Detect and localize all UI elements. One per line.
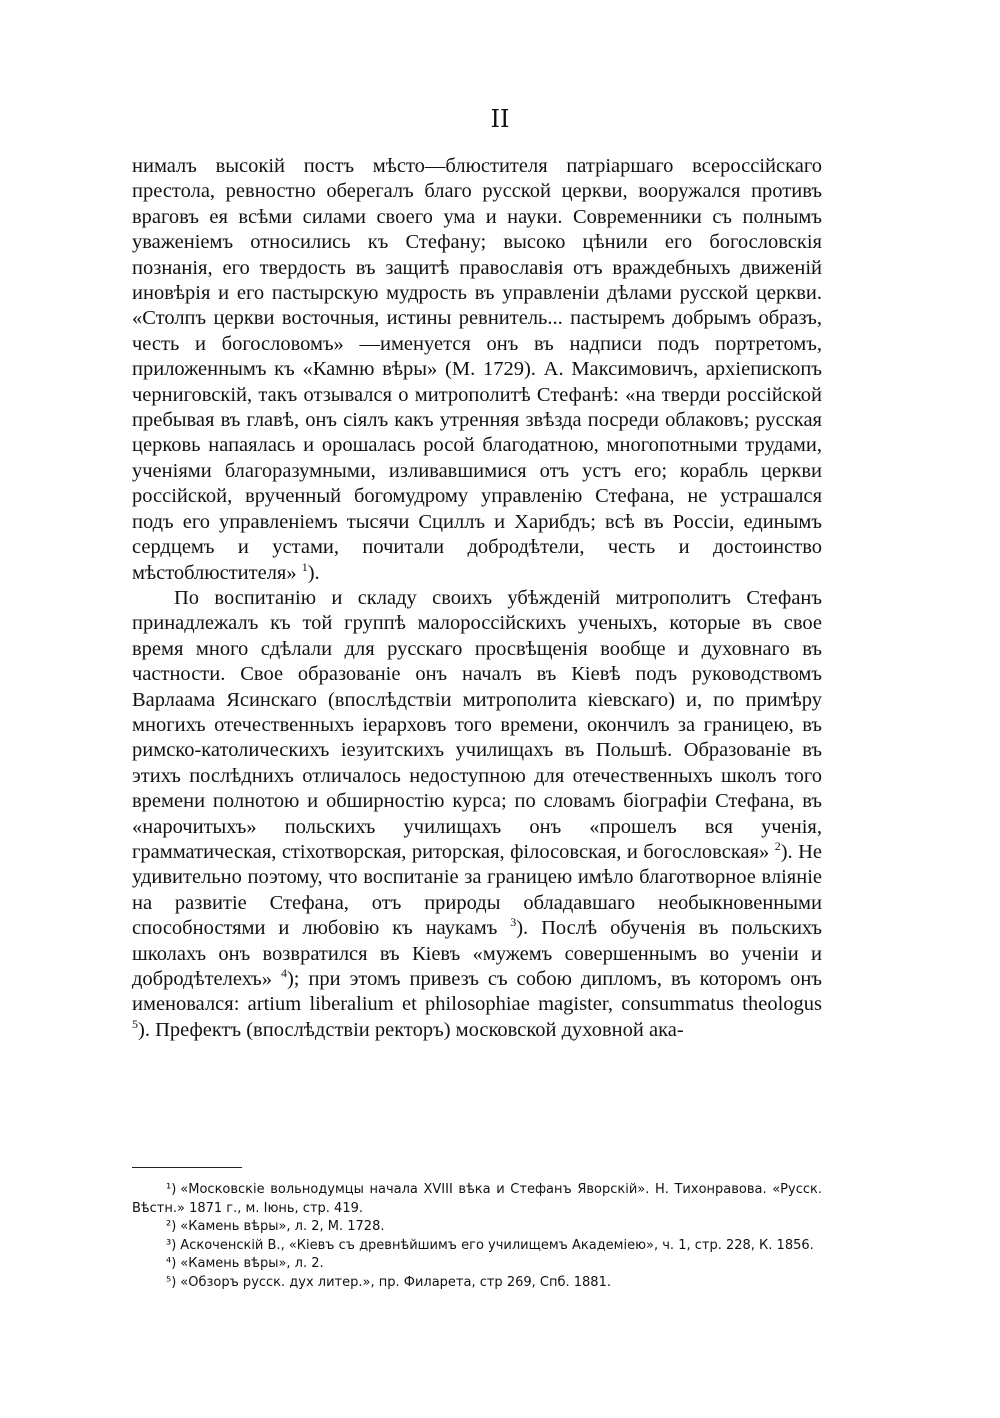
footnote-ref-3: 3 <box>510 915 517 930</box>
footnote-ref-2: 2 <box>774 839 781 854</box>
footnote-divider <box>132 1167 242 1168</box>
footnote-text: Аскоченскій В., «Кіевъ съ древнѣйшимъ его училищемъ Академіею», ч. 1, стр. 228, К. 1856. <box>180 1237 814 1253</box>
paragraph-2-part-3: ). Послѣ обученія въ польскихъ школахъ онъ возвратился въ Кіевъ «мужемъ совершеннымъ во ученіи и добродѣтелехъ» <box>132 917 823 990</box>
footnote-mark: ¹) <box>166 1182 177 1197</box>
paragraph-2-part-4: ); при этомъ привезъ съ собою дипломъ, въ которомъ онъ именовался: artium liberalium et philosophiae magister, consummatus theologus <box>132 968 822 1016</box>
footnote-1 <box>132 1181 822 1218</box>
footnote-3 <box>132 1237 822 1256</box>
paragraph-2-part-1: По воспитанію и складу своихъ убѣжденій митрополитъ Стефанъ принадлежалъ къ той группѣ малороссійскихъ ученыхъ, которые въ свое время много сдѣлали для русскаго просвѣщенія вообще и духовнаго въ частности. Свое образованіе онъ началъ въ Кіевѣ подъ руководствомъ Варлаама Ясинскаго (впослѣдствіи митрополита кіевскаго) и, по примѣру многихъ отечественныхъ іерарховъ того времени, окончилъ за границею, въ римско-католическихъ іезуитскихъ училищахъ въ Польшѣ. Образованіе въ этихъ послѣднихъ отличалось недоступною для отечественныхъ школъ того времени полнотою и обширностію курса; по словамъ біографіи Стефана, въ «нарочитыхъ» польскихъ училищахъ онъ «прошелъ вся ученія, грамматическая, стіхотворская, риторская, філосовская, и богословская» <box>132 586 822 863</box>
paragraph-2-part-2: ). Не удивительно поэтому, что воспитаніе за границею имѣло благотворное вліяніе на развитіе Стефана, отъ природы обладавшаго необыкновенными способностями и любовію къ наукамъ <box>132 840 823 940</box>
paragraph-1-part-1: нималъ высокій постъ мѣсто—блюстителя патріаршаго всероссійскаго престола, ревностно оберегалъ благо русской церкви, вооружался противъ враговъ ея всѣми силами своего ума и науки. Современники съ полнымъ уваженіемъ относились къ Стефану; высоко цѣнили его богословскія познанія, его твердость въ защитѣ православія отъ враждебныхъ движеній иновѣрія и его пастырскую мудрость въ управленіи дѣлами русской церкви. «Столпъ церкви восточныя, истины ревнитель... пастыремъ добрымъ образъ, честь и богословомъ» —именуется онъ въ надписи подъ портретомъ, приложеннымъ къ «Камню вѣры» (М. 1729). А. Максимовичъ, архіепископъ черниговскій, такъ отзывался о митрополитѣ Стефанѣ: «на тверди россійской пребывая въ главѣ, онъ сіялъ какъ утренняя звѣзда посреди облаковъ; русская церковь напаялась и орошалась росой благодатною, многопотными трудами, ученіями благоразумными, изливавшимися отъ устъ его; корабль церкви россійской, врученный богомудрому управленію Стефана, не устрашался подъ его управленіемъ тысячи Сциллъ и Харибдъ; всѣ въ Россіи, единымъ сердцемъ и устами, почитали добродѣтели, честь и достоинство мѣстоблюстителя» <box>132 155 822 584</box>
footnote-ref-4: 4 <box>280 966 287 981</box>
footnote-2 <box>132 1218 822 1237</box>
paragraph-2 <box>132 586 822 1043</box>
page-number: II <box>490 105 510 133</box>
body-text <box>132 154 822 1043</box>
footnote-text: «Обзоръ русск. дух литер.», пр. Филарета, стр 269, Спб. 1881. <box>180 1274 611 1290</box>
footnote-mark: ⁵) <box>166 1274 177 1290</box>
paragraph-1 <box>132 154 822 586</box>
footnotes <box>132 1181 822 1292</box>
footnote-text: «Камень вѣры», л. 2. <box>180 1256 324 1271</box>
footnote-text: «Камень вѣры», л. 2, М. 1728. <box>180 1219 385 1234</box>
footnote-5 <box>132 1274 822 1293</box>
footnote-text: «Московскіе вольнодумцы начала XVIII вѣка и Стефанъ Яворскій». Н. Тихонравова. «Русск. Вѣстн.» 1871 г., м. Іюнь, стр. 419. <box>132 1182 822 1216</box>
footnote-ref-1: 1 <box>301 559 308 574</box>
footnote-4 <box>132 1255 822 1274</box>
footnote-mark: ²) <box>166 1219 177 1234</box>
paragraph-1-part-2: ). <box>307 561 320 584</box>
footnote-ref-5: 5 <box>132 1016 138 1031</box>
footnote-mark: ³) <box>166 1237 177 1253</box>
footnote-mark: ⁴) <box>166 1256 177 1271</box>
paragraph-2-part-5: ). Префектъ (впослѣдствіи ректоръ) московской духовной ака- <box>138 1018 684 1041</box>
